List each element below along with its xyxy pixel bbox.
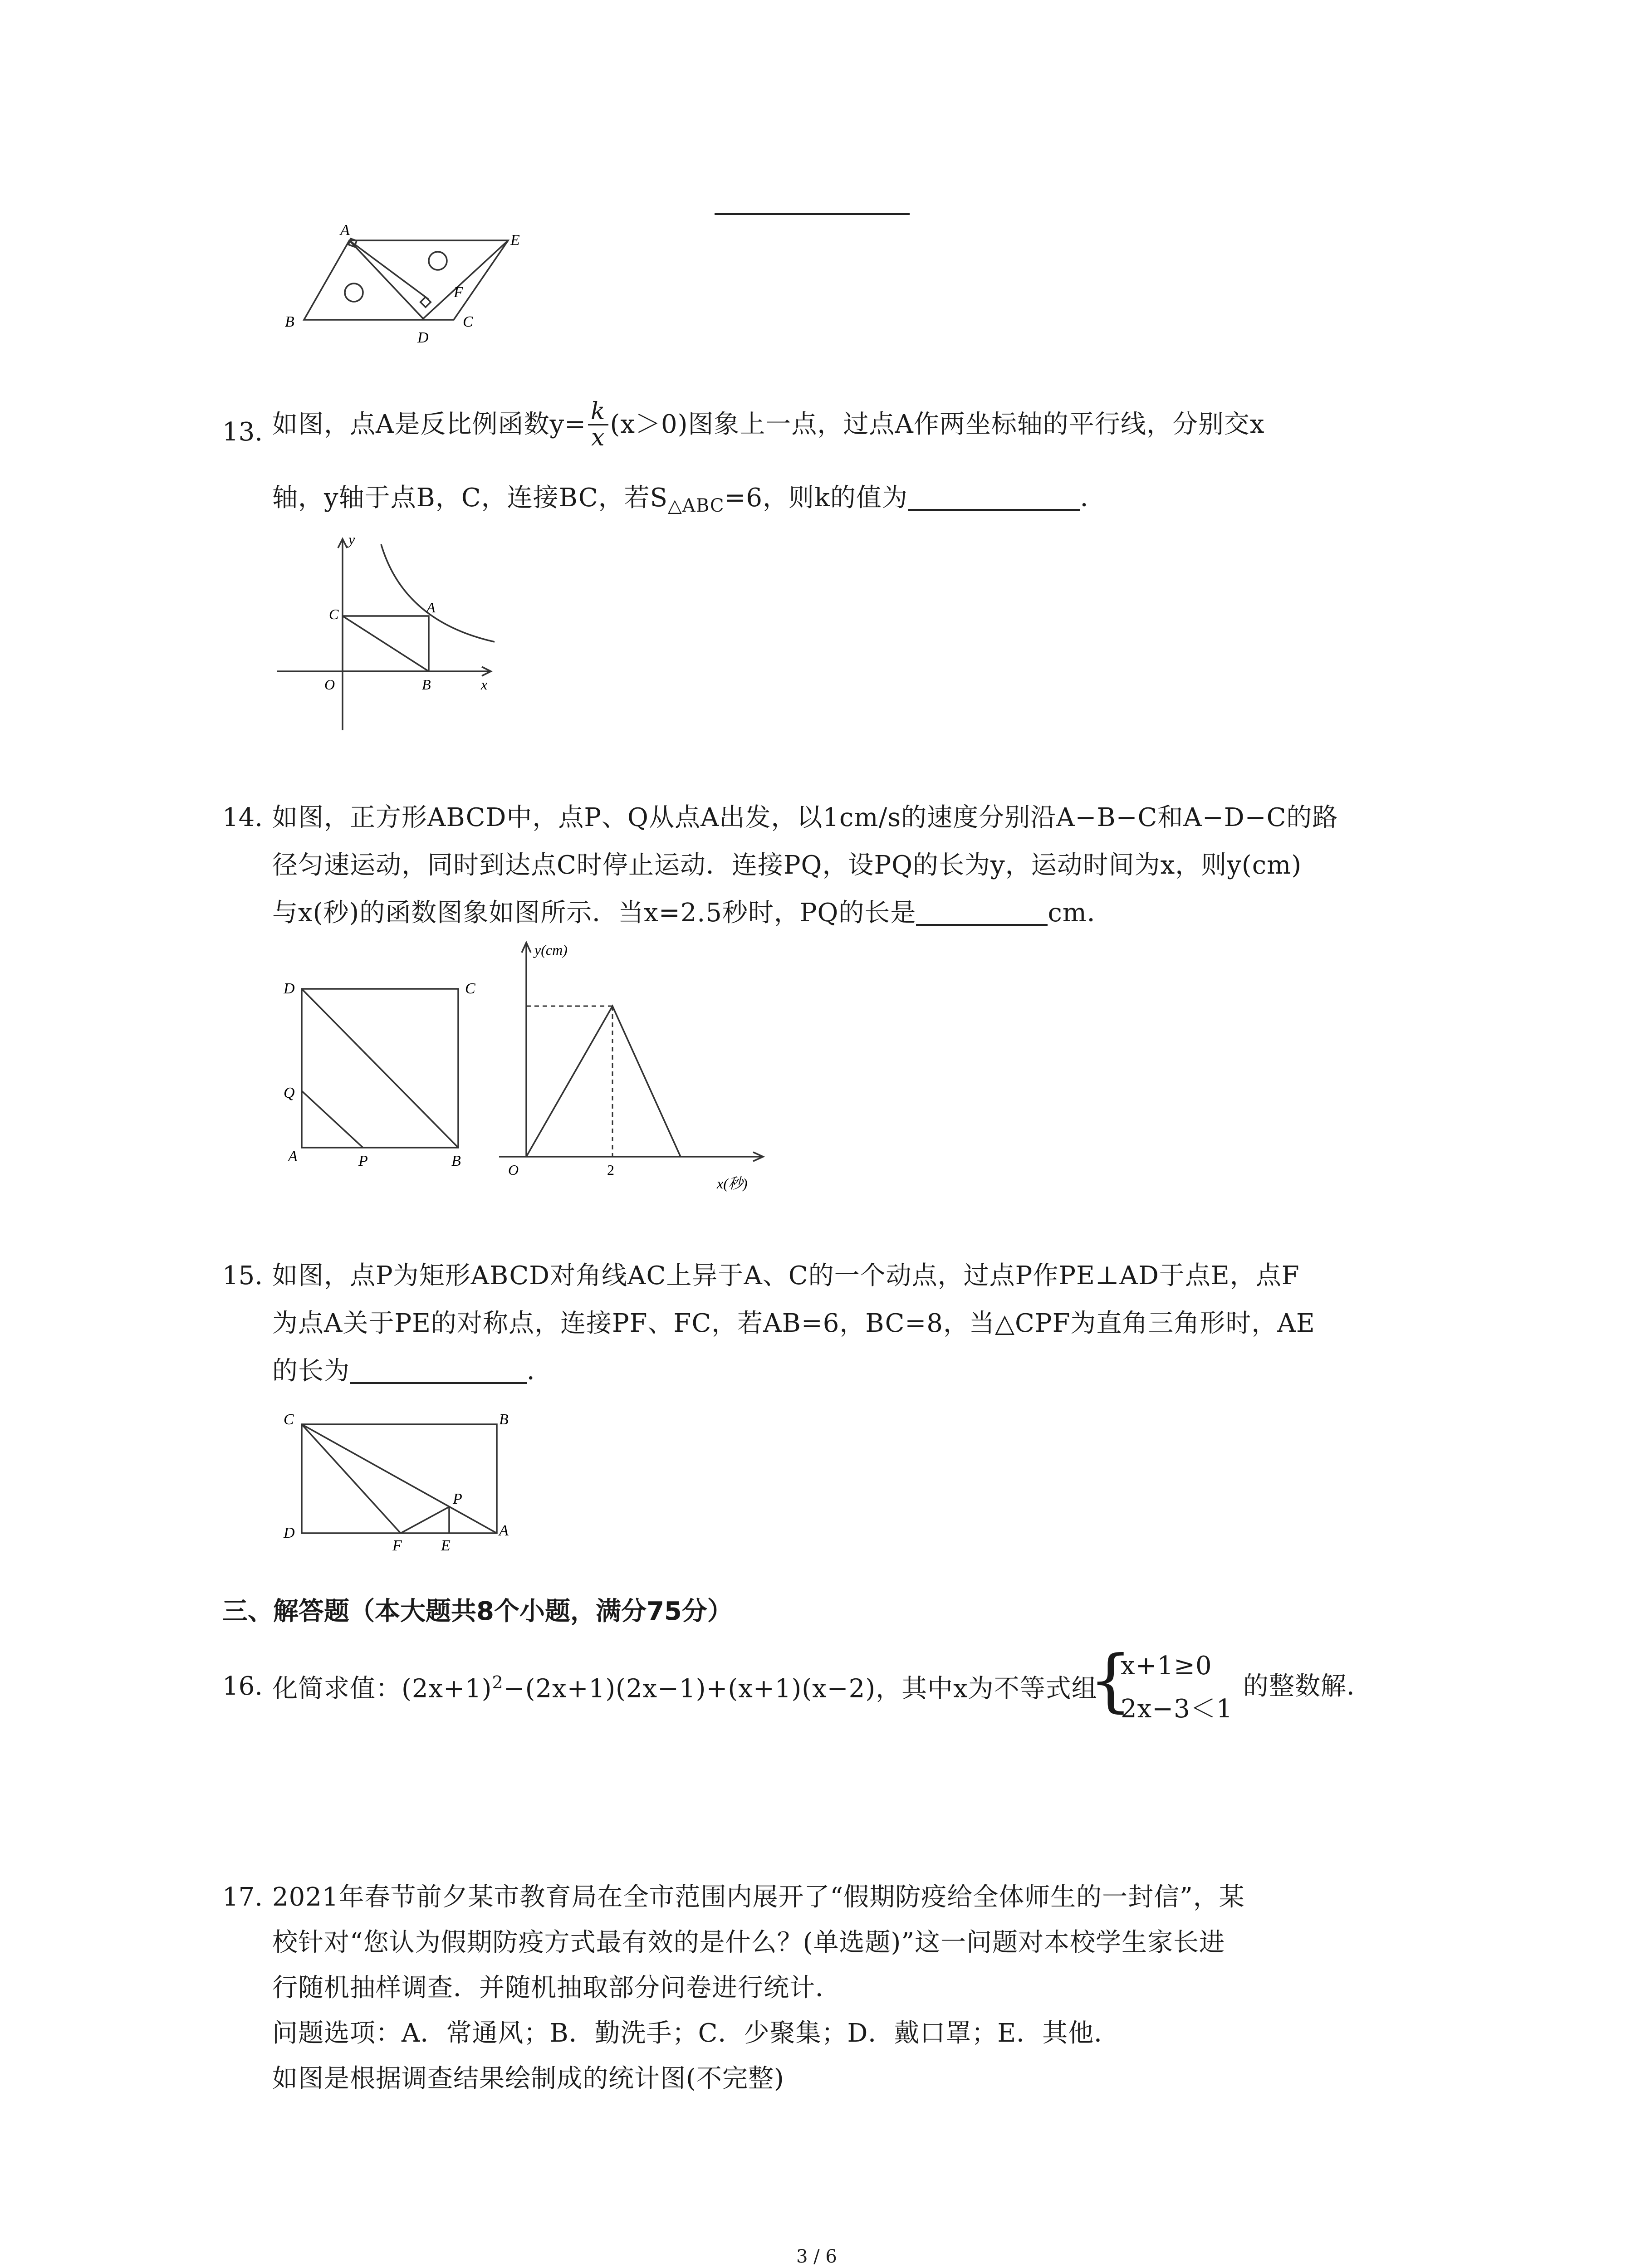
q13-frac-num: k	[588, 399, 608, 425]
fig14-label-D: D	[284, 980, 295, 997]
question-15-line-3	[272, 1356, 553, 1386]
question-14-line-2: 径匀速运动，同时到达点C时停止运动．连接PQ，设PQ的长为y，运动时间为x，则y(cm)	[272, 850, 1302, 880]
figure-q12	[272, 218, 554, 354]
fig15-label-E: E	[441, 1537, 451, 1551]
fig14-graph-ylabel: y(cm)	[534, 942, 568, 958]
fig15-label-D: D	[284, 1525, 295, 1541]
fig13-label-x: x	[481, 676, 488, 693]
figure-q14-graph	[490, 934, 780, 1198]
answer-blank-14	[916, 924, 1048, 926]
fig13-label-y: y	[348, 531, 355, 547]
fig13-label-O: O	[324, 676, 335, 693]
fig14-graph-xlabel: x(秒)	[717, 1175, 748, 1192]
fig14-label-B: B	[451, 1153, 461, 1169]
q16-inequality-2: 2x−3＜1	[1121, 1694, 1233, 1724]
q16-text-c: 的整数解．	[1243, 1672, 1372, 1701]
q13-frac-den: x	[591, 424, 605, 451]
fig12-label-C: C	[463, 313, 473, 330]
question-16-number: 16.	[222, 1672, 263, 1701]
fig13-label-C: C	[329, 606, 339, 622]
question-14-number: 14.	[222, 803, 263, 832]
q16-text-b: −(2x+1)(2x−1)+(x+1)(x−2)，其中x为不等式组	[503, 1674, 1097, 1704]
fig12-label-E: E	[510, 232, 520, 249]
question-15-number: 15.	[222, 1261, 263, 1290]
question-15-line-2: 为点A关于PE的对称点，连接PF、FC，若AB=6，BC=8，当△CPF为直角三角形时，AE	[272, 1309, 1315, 1338]
fig14-label-C: C	[465, 980, 475, 997]
answer-blank-15	[350, 1382, 527, 1384]
figure-q15	[272, 1406, 526, 1551]
q16-system-brace: {	[1089, 1641, 1132, 1720]
fig15-label-P: P	[453, 1491, 462, 1507]
question-14-line-1: 如图，正方形ABCD中，点P、Q从点A出发，以1cm/s的速度分别沿A−B−C和A−D−C的路	[272, 803, 1338, 832]
fig14-label-P: P	[358, 1153, 368, 1169]
q13-fraction	[588, 399, 608, 450]
q13-line2-end: ．	[1080, 483, 1106, 513]
fig12-label-D: D	[417, 329, 429, 346]
question-17-line-4: 问题选项：A．常通风；B．勤洗手；C．少聚集；D．戴口罩；E．其他．	[272, 2019, 1120, 2048]
question-15-line-1: 如图，点P为矩形ABCD对角线AC上异于A、C的一个动点，过点P作PE⊥AD于点E，点F	[272, 1261, 1300, 1290]
fig12-label-B: B	[285, 313, 294, 330]
q14-line3-part-b: cm．	[1048, 898, 1113, 928]
fig13-label-A: A	[426, 599, 436, 616]
section-3-heading: 三、解答题（本大题共8个小题，满分75分）	[222, 1597, 733, 1626]
q15-line3-part-b: ．	[527, 1356, 553, 1386]
question-17-number: 17.	[222, 1882, 263, 1912]
question-17-line-3: 行随机抽样调查．并随机抽取部分问卷进行统计．	[272, 1973, 841, 2003]
q13-line1-part-a: 如图，点A是反比例函数y=	[272, 410, 586, 440]
question-16-text	[272, 1674, 1097, 1702]
fig12-label-F: F	[454, 284, 463, 301]
q14-line3-part-a: 与x(秒)的函数图象如图所示．当x=2.5秒时，PQ的长是	[272, 898, 916, 928]
fig14-label-A: A	[288, 1148, 298, 1165]
answer-blank-12	[715, 213, 910, 215]
question-17-line-1: 2021年春节前夕某市教育局在全市范围内展开了“假期防疫给全体师生的一封信”，某	[272, 1882, 1245, 1912]
page-number: 3 / 6	[796, 2246, 837, 2267]
q15-line3-part-a: 的长为	[272, 1356, 350, 1386]
fig15-label-A: A	[499, 1522, 509, 1539]
q13-line1-part-b: (x＞0)图象上一点，过点A作两坐标轴的平行线，分别交x	[610, 410, 1265, 440]
fig15-label-B: B	[499, 1411, 509, 1428]
q13-line2-part-b: =6，则k的值为	[724, 483, 908, 513]
q13-line2-part-a: 轴，y轴于点B，C，连接BC，若S	[272, 483, 668, 513]
figure-q13	[268, 531, 504, 739]
question-17-line-2: 校针对“您认为假期防疫方式最有效的是什么？(单选题)”这一问题对本校学生家长进	[272, 1928, 1225, 1957]
fig14-label-Q: Q	[284, 1085, 295, 1101]
fig12-label-A: A	[340, 222, 350, 239]
q13-subscript: △ABC	[668, 495, 725, 517]
q16-superscript: 2	[492, 1672, 504, 1692]
question-17-line-5: 如图是根据调查结果绘制成的统计图(不完整)	[272, 2064, 784, 2093]
answer-blank-13	[908, 509, 1080, 511]
fig13-label-B: B	[422, 676, 431, 693]
q16-inequality-1: x+1≥0	[1121, 1651, 1212, 1681]
question-13-number: 13.	[222, 417, 263, 447]
question-13-line-2	[272, 485, 1106, 515]
fig15-label-C: C	[284, 1411, 294, 1428]
question-13-line-1	[272, 399, 1264, 450]
fig14-graph-tick-2: 2	[607, 1162, 614, 1178]
q16-text-a: 化简求值：(2x+1)	[272, 1674, 492, 1704]
question-14-line-3	[272, 900, 1113, 926]
fig14-graph-origin: O	[508, 1162, 519, 1178]
fig15-label-F: F	[392, 1537, 402, 1551]
figure-q14-square	[272, 962, 490, 1175]
